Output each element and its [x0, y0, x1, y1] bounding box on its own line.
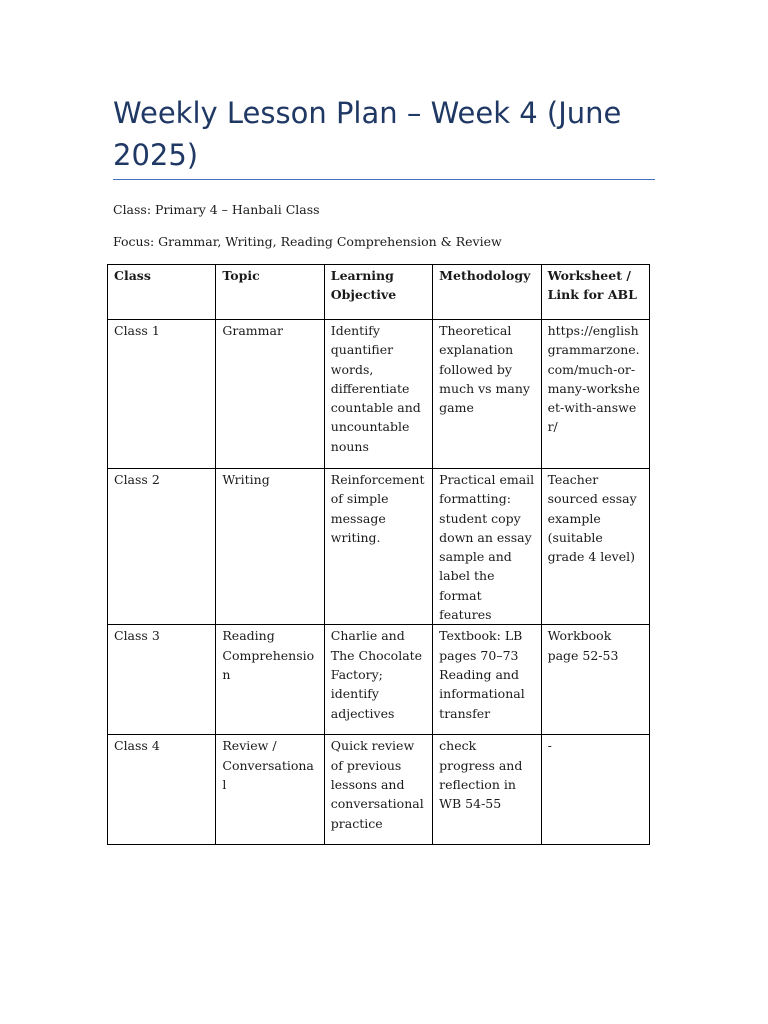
cell-worksheet-link[interactable]: https://englishgrammarzone.com/much-or-many-worksheet-with-answer/ [541, 320, 649, 469]
cell-class: Class 3 [108, 625, 216, 735]
cell-worksheet: - [541, 735, 649, 845]
header-learning-objective: Learning Objective [324, 265, 432, 320]
cell-methodology: check progress and reflection in WB 54-55 [433, 735, 541, 845]
cell-objective: Reinforcement of simple message writing. [324, 469, 432, 625]
table-row [108, 469, 650, 625]
header-worksheet: Worksheet / Link for ABL [541, 265, 649, 320]
lesson-plan-table [107, 264, 650, 845]
cell-topic: Review / Conversational [216, 735, 324, 845]
table-row [108, 735, 650, 845]
focus-info: Focus: Grammar, Writing, Reading Comprehension & Review [113, 234, 502, 249]
page-title: Weekly Lesson Plan – Week 4 (June 2025) [113, 96, 622, 172]
cell-topic: Reading Comprehension [216, 625, 324, 735]
cell-topic: Grammar [216, 320, 324, 469]
cell-class: Class 4 [108, 735, 216, 845]
cell-methodology: Practical email formatting: student copy down an essay sample and label the format features [433, 469, 541, 625]
cell-worksheet: Teacher sourced essay example (suitable grade 4 level) [541, 469, 649, 625]
header-methodology: Methodology [433, 265, 541, 320]
cell-topic: Writing [216, 469, 324, 625]
cell-objective: Charlie and The Chocolate Factory; identify adjectives [324, 625, 432, 735]
table-row [108, 625, 650, 735]
cell-class: Class 1 [108, 320, 216, 469]
class-info: Class: Primary 4 – Hanbali Class [113, 202, 320, 217]
header-class: Class [108, 265, 216, 320]
header-topic: Topic [216, 265, 324, 320]
table-row [108, 320, 650, 469]
cell-methodology: Textbook: LB pages 70–73 Reading and informational transfer [433, 625, 541, 735]
table-header-row [108, 265, 650, 320]
cell-objective: Identify quantifier words, differentiate countable and uncountable nouns [324, 320, 432, 469]
title-underline [113, 179, 655, 180]
cell-objective: Quick review of previous lessons and conversational practice [324, 735, 432, 845]
cell-methodology: Theoretical explanation followed by much vs many game [433, 320, 541, 469]
cell-worksheet: Workbook page 52-53 [541, 625, 649, 735]
cell-class: Class 2 [108, 469, 216, 625]
